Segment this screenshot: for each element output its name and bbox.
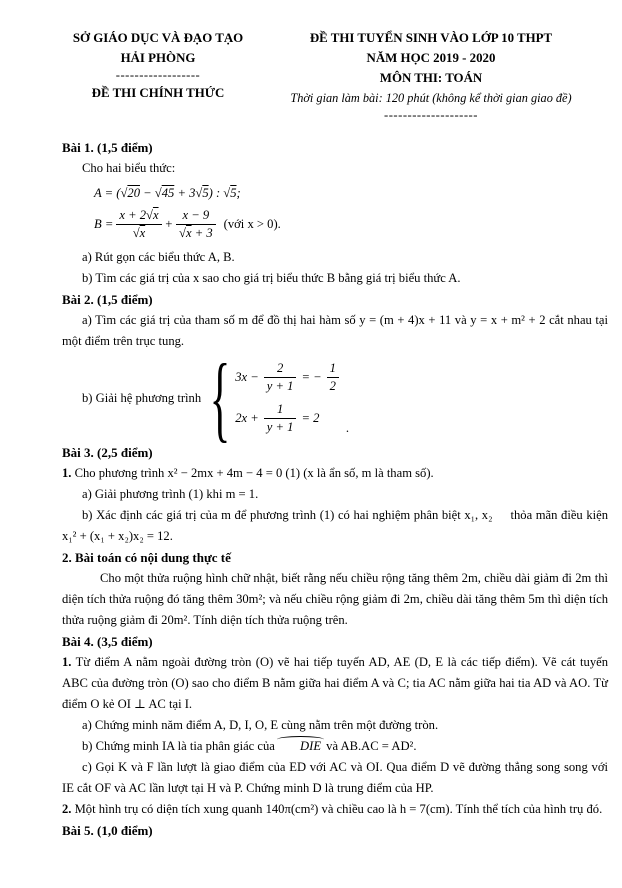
sqrt-radical bbox=[155, 186, 175, 200]
fa-part: A = ( bbox=[94, 186, 121, 200]
b2-question-a: a) Tìm các giá trị của tham số m để đồ thị hai hàm số y = (m + 4)x + 11 và y = x + m² + 2 cắt nhau tại một điểm trên trục tung. bbox=[62, 313, 608, 348]
equation-1 bbox=[233, 360, 342, 395]
sqrt-radical bbox=[223, 186, 236, 200]
b2-heading: Bài 2. (1,5 điểm) bbox=[62, 292, 153, 307]
b4-question-b bbox=[62, 736, 608, 757]
b1-heading: Bài 1. (1,5 điểm) bbox=[62, 140, 153, 155]
b5-heading: Bài 5. (1,0 điểm) bbox=[62, 823, 153, 838]
eq2-pre: 2x + bbox=[235, 411, 259, 425]
radicand: x bbox=[152, 208, 159, 222]
numerator: 2 bbox=[264, 360, 297, 378]
system-of-equations bbox=[233, 357, 342, 439]
numerator bbox=[116, 207, 161, 225]
fa-part: − bbox=[139, 186, 155, 200]
denominator bbox=[116, 225, 161, 242]
b3-heading: Bài 3. (2,5 điểm) bbox=[62, 445, 153, 460]
radical-sign: √ bbox=[146, 208, 153, 222]
exam-title: ĐỀ THI TUYỂN SINH VÀO LỚP 10 THPT bbox=[309, 31, 553, 45]
exam-header bbox=[62, 28, 608, 123]
fraction bbox=[264, 401, 297, 436]
eq1-pre: 3x − bbox=[235, 370, 259, 384]
header-left bbox=[62, 28, 254, 123]
header-right bbox=[254, 28, 608, 123]
fa-part: ) : bbox=[208, 186, 224, 200]
fraction bbox=[116, 207, 161, 242]
den-post: + 3 bbox=[191, 226, 213, 240]
equation-2 bbox=[233, 401, 342, 436]
b4-question-c: c) Gọi K và F lần lượt là giao điểm của ED với AC và OI. Qua điểm D vẽ đường thẳng song song với IE cắt OF và AC lần lượt tại H và P. Chứng minh D là trung điểm của HP. bbox=[62, 760, 608, 795]
official-exam-label: ĐỀ THI CHÍNH THỨC bbox=[91, 86, 225, 100]
fb-condition: (với x > 0). bbox=[223, 217, 281, 231]
school-year: NĂM HỌC 2019 - 2020 bbox=[366, 51, 496, 65]
sqrt-radical bbox=[195, 186, 208, 200]
radicand: 20 bbox=[127, 186, 140, 200]
b4-heading: Bài 4. (3,5 điểm) bbox=[62, 634, 153, 649]
province-name: HẢI PHÒNG bbox=[120, 51, 196, 65]
angle-arc-DIE: DIE bbox=[278, 740, 323, 753]
formula-A bbox=[94, 183, 608, 204]
denominator: y + 1 bbox=[266, 379, 294, 393]
subject: MÔN THI: TOÁN bbox=[379, 71, 483, 85]
b4-qb-pre: b) Chứng minh IA là tia phân giác của bbox=[82, 739, 279, 753]
system-period: . bbox=[345, 421, 350, 435]
b3-problem-2-heading: 2. Bài toán có nội dung thực tế bbox=[62, 550, 231, 565]
fraction bbox=[327, 360, 339, 395]
sqrt-radical bbox=[133, 226, 146, 240]
numerator: 1 bbox=[327, 360, 339, 378]
radical-sign: √ bbox=[195, 186, 203, 200]
b4-problem-2 bbox=[62, 799, 608, 820]
b4-p1-text: Từ điểm A nằm ngoài đường tròn (O) vẽ hai tiếp tuyến AD, AE (D, E là các tiếp điểm). Vẽ cát tuyến ABC của đường tròn (O) sao cho điểm B nằm giữa hai điểm A và C; tia AC nằm giữa hai tia AD và AO. Từ điểm O kẻ OI ⊥ AC tại I. bbox=[62, 655, 608, 711]
department-name: SỞ GIÁO DỤC VÀ ĐẠO TẠO bbox=[72, 31, 244, 45]
denominator bbox=[176, 225, 216, 242]
fa-part: ; bbox=[236, 186, 241, 200]
fraction bbox=[176, 207, 216, 242]
b1-question-a: a) Rút gọn các biểu thức A, B. bbox=[82, 250, 235, 264]
b4-question-a: a) Chứng minh năm điểm A, D, I, O, E cùng nằm trên một đường tròn. bbox=[82, 718, 439, 732]
fb-lhs: B = bbox=[94, 217, 114, 231]
numerator: x − 9 bbox=[176, 207, 216, 225]
b3-p1-text: Cho phương trình x² − 2mx + 4m − 4 = 0 (1) (x là ẩn số, m là tham số). bbox=[71, 466, 434, 480]
radical-sign: √ bbox=[154, 186, 162, 200]
formula-B bbox=[94, 207, 608, 242]
b4-p2-number: 2. bbox=[62, 802, 72, 816]
left-brace: { bbox=[209, 344, 231, 451]
b2-qb-label: b) Giải hệ phương trình bbox=[82, 390, 202, 405]
radicand: x bbox=[185, 226, 192, 240]
radicand: 5 bbox=[202, 186, 209, 200]
sqrt-radical bbox=[179, 226, 192, 240]
sqrt-radical bbox=[120, 186, 140, 200]
divider-dashes-right: -------------------- bbox=[384, 108, 478, 122]
radical-sign: √ bbox=[223, 186, 231, 200]
b3-problem-1 bbox=[62, 463, 608, 484]
radical-sign: √ bbox=[120, 186, 128, 200]
b4-qb-post: và AB.AC = AD². bbox=[323, 739, 417, 753]
b3-p1-number: 1. bbox=[62, 466, 72, 480]
fraction bbox=[264, 360, 297, 395]
radicand: x bbox=[139, 226, 146, 240]
denominator: 2 bbox=[329, 379, 336, 393]
b4-problem-1 bbox=[62, 652, 608, 715]
b4-p1-number: 1. bbox=[62, 655, 72, 669]
radical-sign: √ bbox=[132, 226, 140, 240]
sqrt-radical bbox=[146, 208, 159, 222]
fb-operator: + bbox=[164, 217, 174, 231]
b1-question-b: b) Tìm các giá trị của x sao cho giá trị biểu thức B bằng giá trị biểu thức A. bbox=[82, 271, 461, 285]
denominator: y + 1 bbox=[266, 420, 294, 434]
numerator: 1 bbox=[264, 401, 297, 419]
eq2-rhs: = 2 bbox=[301, 411, 320, 425]
num-pre: x + 2 bbox=[119, 208, 147, 222]
b1-intro: Cho hai biểu thức: bbox=[82, 161, 176, 175]
radicand: 5 bbox=[230, 186, 237, 200]
duration-note: Thời gian làm bài: 120 phút (không kể thời gian giao đề) bbox=[290, 91, 572, 105]
radicand: 45 bbox=[161, 186, 175, 200]
b3-problem-2-text: Cho một thửa ruộng hình chữ nhật, biết rằng nếu chiều rộng tăng thêm 2m, chiều dài giảm đi 2m thì diện tích thửa ruộng đó tăng thêm 30m²; và nếu chiều rộng giảm đi 2m, chiều dài tăng thêm 5m thì diện tích thửa ruộng giảm đi 20m². Tính diện tích thửa ruộng trên. bbox=[62, 571, 608, 627]
fa-part: + 3 bbox=[174, 186, 196, 200]
b3-question-a: a) Giải phương trình (1) khi m = 1. bbox=[82, 487, 259, 501]
radical-sign: √ bbox=[179, 226, 186, 240]
divider-dashes-left: ------------------ bbox=[115, 68, 201, 82]
b3-question-b: b) Xác định các giá trị của m để phương trình (1) có hai nghiệm phân biệt x₁, x₂ thỏa mãn điều kiện x₁² + (x₁ + x₂)x₂ = 12. bbox=[62, 508, 608, 543]
b4-p2-text: Một hình trụ có diện tích xung quanh 140π(cm²) và chiều cao là h = 7(cm). Tính thể tích của hình trụ đó. bbox=[71, 802, 603, 816]
b2-question-b bbox=[82, 344, 608, 451]
eq1-equals: = − bbox=[301, 370, 322, 384]
